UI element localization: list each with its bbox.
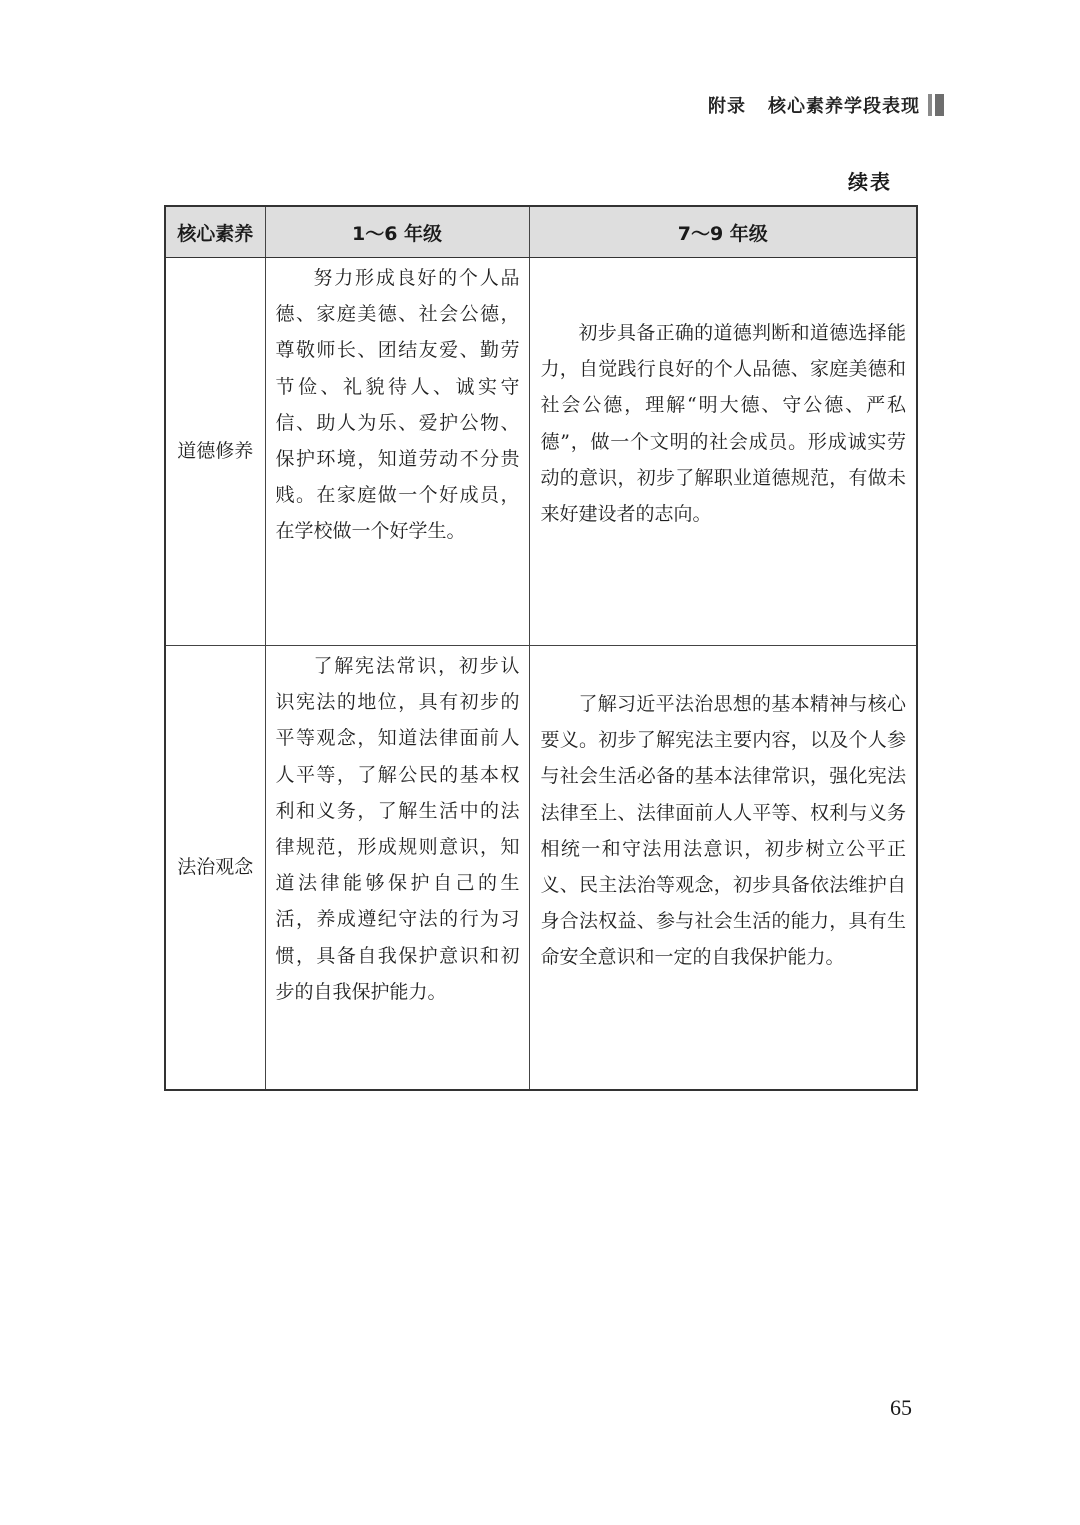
running-header-title: 核心素养学段表现	[768, 96, 920, 117]
running-header	[708, 92, 944, 118]
cell-law-grades-1-6	[265, 646, 529, 1091]
row-label-moral-cultivation: 道德修养	[165, 258, 265, 646]
column-header-grades-7-9: 7～9 年级	[529, 206, 917, 258]
page-number: 65	[890, 1395, 912, 1420]
table-header-row	[165, 206, 917, 258]
cell-text: 努力形成良好的个人品德、家庭美德、社会公德，尊敬师长、团结友爱、勤劳节俭、礼貌待人、诚实守信、助人为乐、爱护公物、保护环境，知道劳动不分贵贱。在家庭做一个好成员，在学校做一个好学生。	[275, 267, 520, 543]
continued-label: 续表	[848, 170, 892, 194]
table-row	[165, 646, 917, 1091]
header-bar-icon	[928, 94, 944, 116]
cell-text: 初步具备正确的道德判断和道德选择能力，自觉践行良好的个人品德、家庭美德和社会公德，理解“明大德、守公德、严私德”，做一个文明的社会成员。形成诚实劳动的意识，初步了解职业道德规范，有做未来好建设者的志向。	[540, 322, 906, 526]
cell-law-grades-7-9	[529, 646, 917, 1091]
table-row	[165, 258, 917, 646]
row-label-rule-of-law: 法治观念	[165, 646, 265, 1091]
cell-moral-grades-1-6	[265, 258, 529, 646]
column-header-literacy: 核心素养	[165, 206, 265, 258]
core-literacy-table	[164, 205, 918, 1091]
column-header-grades-1-6: 1～6 年级	[265, 206, 529, 258]
cell-text: 了解习近平法治思想的基本精神与核心要义。初步了解宪法主要内容，以及个人参与社会生活必备的基本法律常识，强化宪法法律至上、法律面前人人平等、权利与义务相统一和守法用法意识，初步树立公平正义、民主法治等观念，初步具备依法维护自身合法权益、参与社会生活的能力，具有生命安全意识和一定的自我保护能力。	[540, 693, 906, 969]
cell-moral-grades-7-9	[529, 258, 917, 646]
running-header-section: 附录	[708, 96, 746, 117]
cell-text: 了解宪法常识，初步认识宪法的地位，具有初步的平等观念，知道法律面前人人平等，了解公民的基本权利和义务，了解生活中的法律规范，形成规则意识，知道法律能够保护自己的生活，养成遵纪守法的行为习惯，具备自我保护意识和初步的自我保护能力。	[275, 655, 520, 1003]
